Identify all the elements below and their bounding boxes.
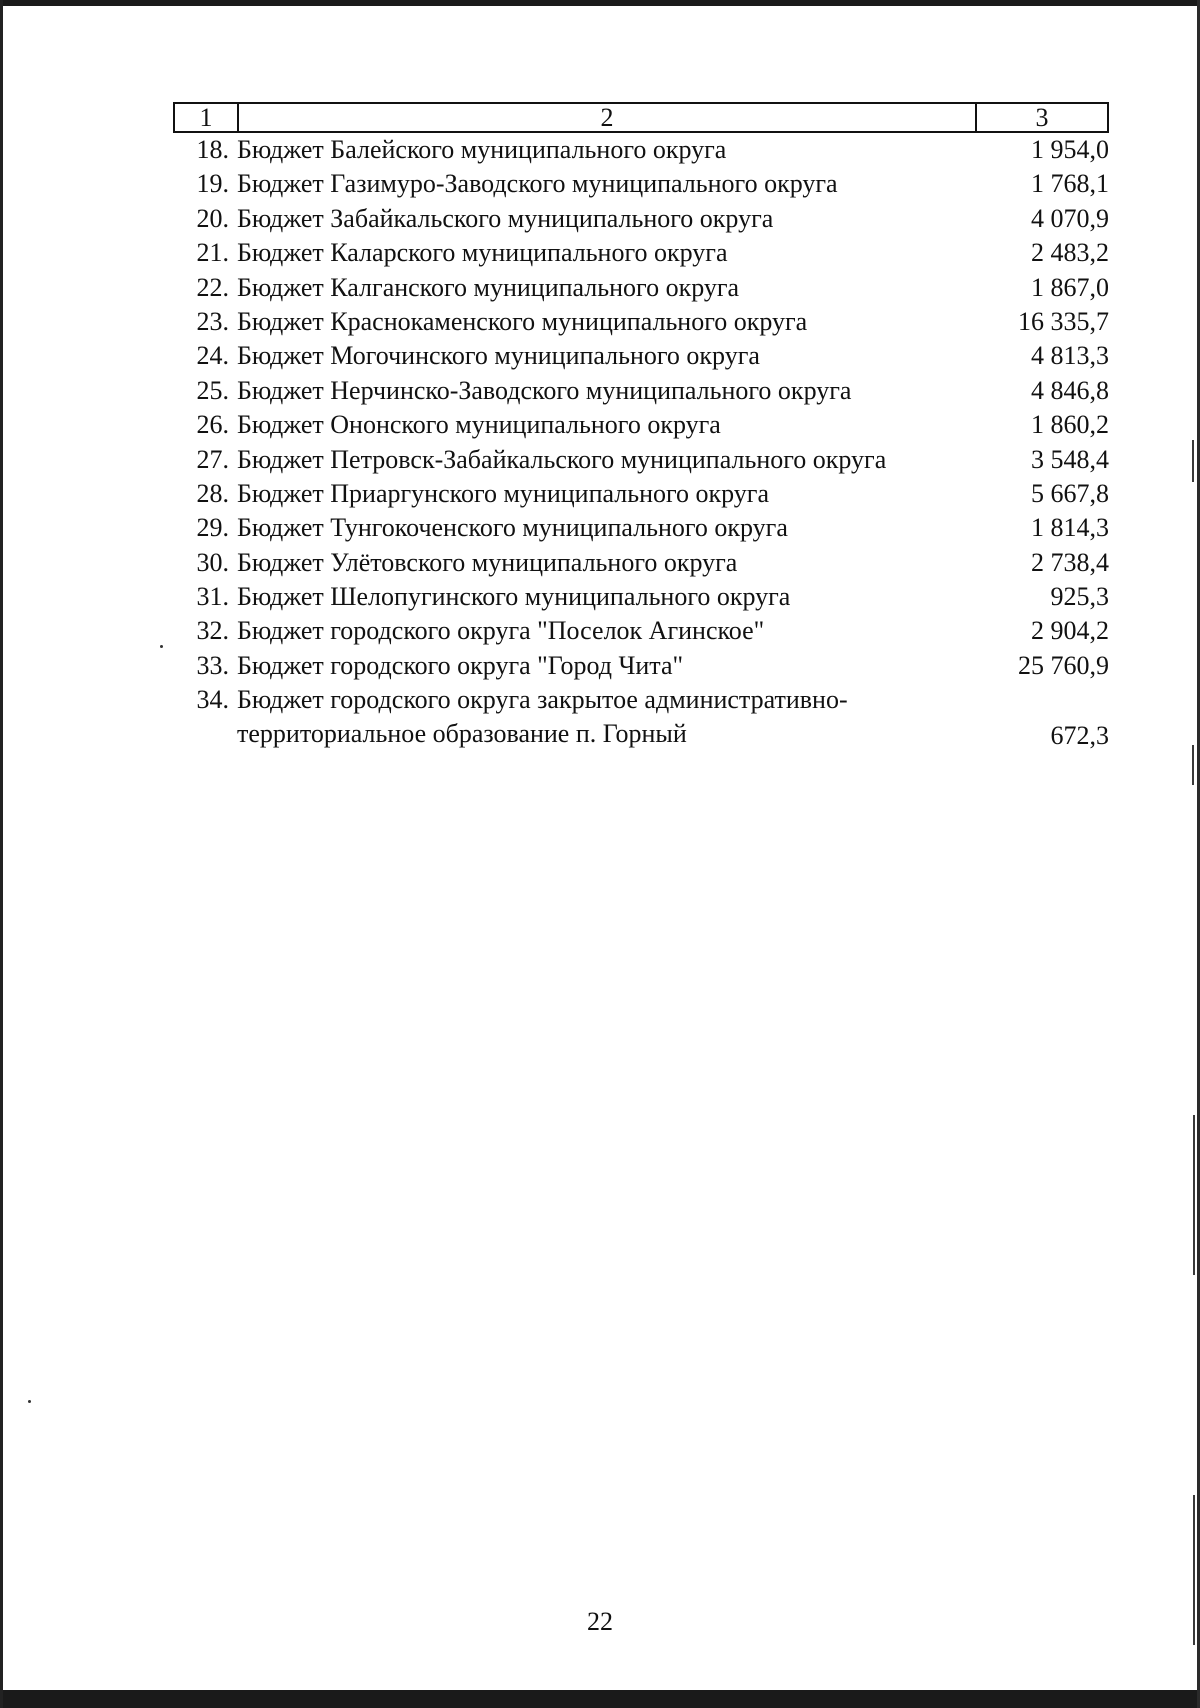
row-name: Бюджет Балейского муниципального округа	[237, 135, 727, 164]
row-value: 1 867,0	[1031, 272, 1109, 302]
row-value: 2 904,2	[1031, 616, 1109, 646]
scan-speck	[28, 1400, 31, 1403]
row-number: 24.	[196, 341, 229, 371]
table-row	[173, 477, 1109, 511]
row-value: 4 070,9	[1031, 203, 1109, 233]
row-name: Бюджет городского округа "Город Чита"	[237, 650, 684, 680]
budget-table	[173, 102, 1109, 753]
table-row	[173, 443, 1109, 477]
table-row	[173, 511, 1109, 545]
scan-speck	[160, 645, 163, 648]
row-value: 3 548,4	[1031, 444, 1109, 474]
row-number: 21.	[196, 238, 229, 268]
table-row	[173, 202, 1109, 236]
table-row	[173, 167, 1109, 201]
table-row	[173, 236, 1109, 270]
row-name: Бюджет Краснокаменского муниципального округа	[237, 306, 808, 336]
column-header-number: 1	[175, 104, 239, 131]
row-value: 4 846,8	[1031, 375, 1109, 405]
row-value: 25 760,9	[1018, 650, 1109, 680]
table-row	[173, 339, 1109, 373]
row-number: 18.	[196, 135, 229, 164]
row-number: 34.	[196, 685, 229, 715]
row-name: Бюджет Забайкальского муниципального округа	[237, 203, 774, 233]
scan-border-bottom	[0, 1690, 1200, 1708]
row-number: 22.	[196, 272, 229, 302]
row-name: Бюджет Ононского муниципального округа	[237, 410, 721, 440]
row-name: Бюджет Приаргунского муниципального округа	[237, 478, 770, 508]
table-row	[173, 649, 1109, 683]
row-name: Бюджет Газимуро-Заводского муниципального округа	[237, 169, 838, 199]
table-row	[173, 683, 1109, 753]
row-value: 16 335,7	[1018, 306, 1109, 336]
row-number: 32.	[196, 616, 229, 646]
table-row	[173, 408, 1109, 442]
row-value: 2 483,2	[1031, 238, 1109, 268]
row-value: 4 813,3	[1031, 341, 1109, 371]
row-number: 31.	[196, 582, 229, 612]
row-value: 5 667,8	[1031, 478, 1109, 508]
column-header-name: 2	[239, 104, 977, 131]
table-row	[173, 614, 1109, 648]
row-number: 20.	[196, 203, 229, 233]
row-name: Бюджет Могочинского муниципального округа	[237, 341, 760, 371]
table-row	[173, 546, 1109, 580]
row-value: 1 954,0	[1031, 135, 1109, 164]
row-name: Бюджет городского округа закрытое административно- территориальное образование п. Горный	[237, 685, 848, 749]
column-header-value: 3	[1035, 103, 1049, 132]
scan-border-top	[0, 0, 1200, 6]
row-number: 30.	[196, 547, 229, 577]
row-name: Бюджет Тунгокоченского муниципального округа	[237, 513, 788, 543]
scan-border-left	[0, 0, 3, 1708]
table-row	[173, 374, 1109, 408]
row-name: Бюджет Улётовского муниципального округа	[237, 547, 738, 577]
page-number: 22	[587, 1607, 613, 1636]
scan-streak	[1192, 745, 1194, 785]
row-name: Бюджет городского округа "Поселок Агинское"	[237, 616, 765, 646]
row-number: 23.	[196, 306, 229, 336]
row-value: 672,3	[1050, 721, 1109, 751]
table-header-row	[173, 102, 1109, 133]
row-name: Бюджет Калганского муниципального округа	[237, 272, 740, 302]
row-value: 925,3	[1050, 582, 1109, 612]
table-row	[173, 305, 1109, 339]
row-value: 1 814,3	[1031, 513, 1109, 543]
row-number: 26.	[196, 410, 229, 440]
row-name: Бюджет Каларского муниципального округа	[237, 238, 728, 268]
scan-streak	[1193, 1115, 1195, 1275]
row-value: 2 738,4	[1031, 547, 1109, 577]
row-number: 27.	[196, 444, 229, 474]
row-number: 25.	[196, 375, 229, 405]
row-number: 29.	[196, 513, 229, 543]
scan-streak	[1192, 440, 1194, 482]
row-value: 1 860,2	[1031, 410, 1109, 440]
table-row	[173, 271, 1109, 305]
table-row	[173, 580, 1109, 614]
row-name: Бюджет Петровск-Забайкальского муниципального округа	[237, 444, 887, 474]
row-value: 1 768,1	[1031, 169, 1109, 199]
row-number: 19.	[196, 169, 229, 199]
row-name: Бюджет Шелопугинского муниципального округа	[237, 582, 791, 612]
row-number: 33.	[196, 650, 229, 680]
table-row	[173, 133, 1109, 167]
row-number: 28.	[196, 478, 229, 508]
row-name: Бюджет Нерчинско-Заводского муниципального округа	[237, 375, 852, 405]
